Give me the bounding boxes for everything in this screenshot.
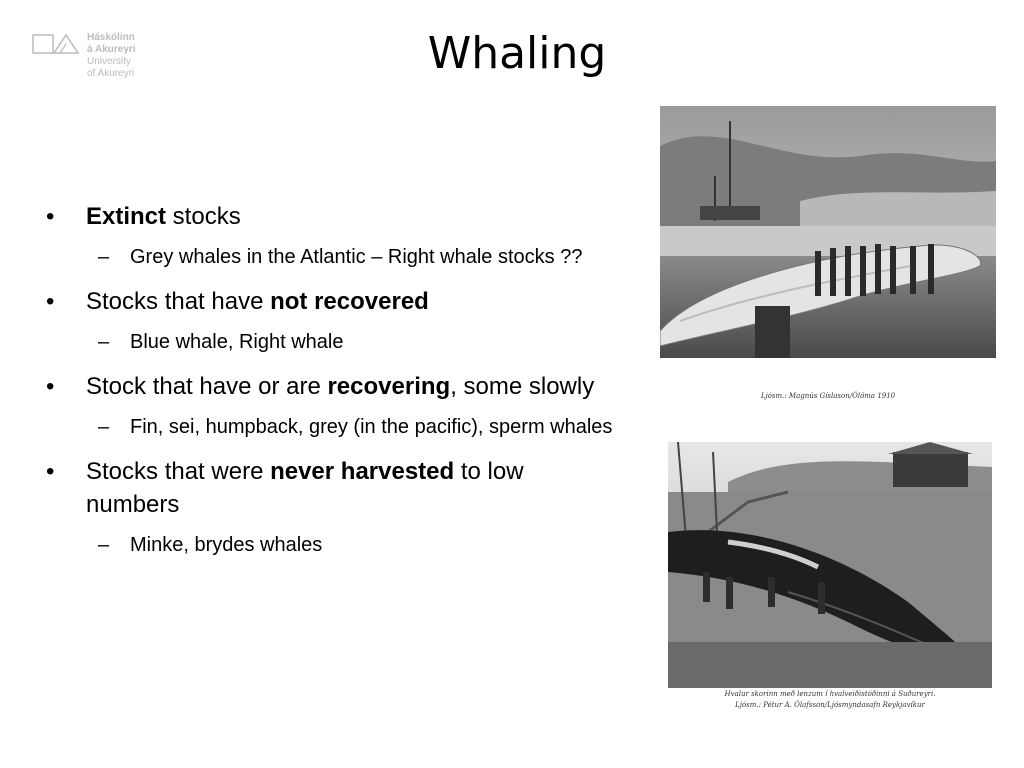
bullet-item [46, 285, 616, 318]
top-photo-caption-credit: Ljósm.: Magnús Gíslason/Ólöma 1910 [760, 392, 896, 400]
sub-bullet-item [46, 413, 616, 441]
logo-line-3: University [87, 56, 131, 67]
whale-photo-top [660, 106, 996, 412]
dash-icon: – [98, 246, 110, 268]
bullet-text: Stocks that have [86, 288, 271, 315]
logo-line-2: á Akureyri [87, 44, 136, 55]
bullet-icon: • [46, 203, 55, 230]
bullet-item [46, 455, 616, 521]
bullet-icon: • [46, 373, 55, 400]
flensed-whale-image [668, 442, 992, 688]
logo-line-1: Háskólinn [87, 32, 135, 43]
dash-icon: – [98, 331, 110, 353]
bullet-bold: Extinct [86, 203, 167, 230]
bullet-item [46, 200, 616, 233]
sub-bullet-text: Minke, brydes whales [130, 534, 323, 556]
sub-bullet-item [46, 531, 616, 559]
bullet-text: to low numbers [86, 458, 524, 518]
bullet-bold: not recovered [270, 288, 429, 315]
bullet-text: Stocks that were [86, 458, 271, 485]
dash-icon: – [98, 416, 110, 438]
bullet-icon: • [46, 458, 55, 485]
bullet-text: Stock that have or are [86, 373, 328, 400]
sub-bullet-text: Fin, sei, humpback, grey (in the pacific), sperm whales [130, 416, 613, 438]
bullet-text: stocks [166, 203, 241, 230]
beached-whale-image [660, 106, 996, 358]
bullet-bold: never harvested [270, 458, 455, 485]
slide-title: Whaling [427, 28, 607, 79]
bottom-photo-caption-line-1: Hvalur skorinn með lenzum í hvalveiðistöðinni á Suðureyri. [724, 690, 936, 698]
sub-bullet-text: Grey whales in the Atlantic – Right whale stocks ?? [130, 246, 583, 268]
logo-line-4: of Akureyri [87, 68, 135, 79]
bullet-bold: recovering [327, 373, 451, 400]
bullet-list [46, 200, 616, 559]
sub-bullet-text: Blue whale, Right whale [130, 331, 344, 353]
bullet-icon: • [46, 288, 55, 315]
bullet-text: , some slowly [450, 373, 595, 400]
sub-bullet-item [46, 328, 616, 356]
dash-icon: – [98, 534, 110, 556]
whale-photo-bottom [668, 442, 992, 714]
sub-bullet-item [46, 243, 616, 271]
bottom-photo-caption-line-2: Ljósm.: Pétur A. Ólafsson/Ljósmyndasafn Reykjavíkur [735, 701, 925, 709]
bullet-item [46, 370, 616, 403]
